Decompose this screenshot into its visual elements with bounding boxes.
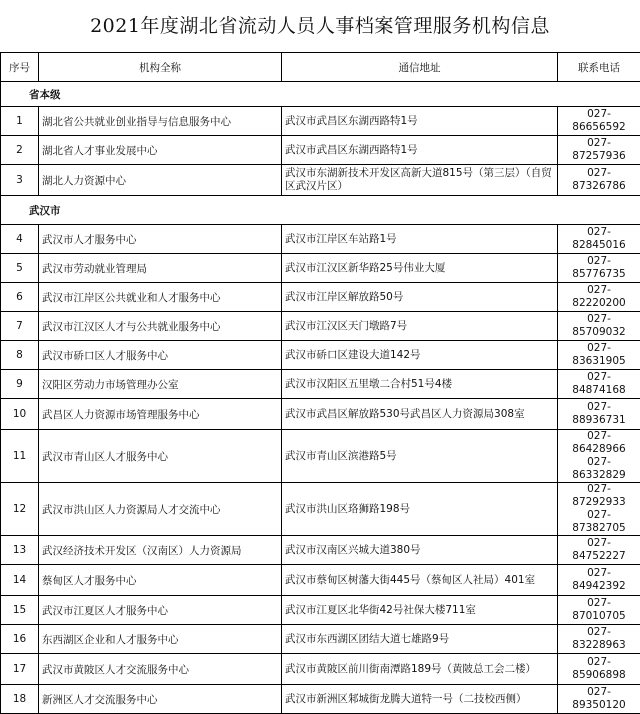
mailing-address: 武汉市汉阳区五里墩二合村51号4楼 bbox=[282, 370, 558, 399]
mailing-address: 武汉市汉南区兴城大道380号 bbox=[282, 536, 558, 565]
row-number: 1 bbox=[1, 107, 39, 136]
table-row bbox=[1, 430, 640, 483]
section-title: 武汉市 bbox=[1, 196, 640, 225]
contact-phone bbox=[558, 165, 640, 196]
institution-name: 武汉市洪山区人力资源局人才交流中心 bbox=[39, 483, 282, 536]
mailing-address: 武汉市新洲区邾城街龙腾大道特一号（二技校西侧） bbox=[282, 685, 558, 714]
table-row bbox=[1, 654, 640, 685]
mailing-address: 武汉市武昌区解放路530号武昌区人力资源局308室 bbox=[282, 399, 558, 430]
row-number: 8 bbox=[1, 341, 39, 370]
contact-phone bbox=[558, 430, 640, 483]
contact-phone bbox=[558, 625, 640, 654]
phone-number: 027-82220200 bbox=[561, 284, 637, 310]
table-row bbox=[1, 685, 640, 714]
row-number: 3 bbox=[1, 165, 39, 196]
phone-number: 027-87010705 bbox=[561, 597, 637, 623]
section-row bbox=[1, 82, 640, 107]
phone-number: 027-86656592 bbox=[561, 108, 637, 134]
contact-phone bbox=[558, 341, 640, 370]
institution-name: 武汉市人才服务中心 bbox=[39, 225, 282, 254]
row-number: 15 bbox=[1, 596, 39, 625]
table-row bbox=[1, 565, 640, 596]
phone-number: 027-87257936 bbox=[561, 137, 637, 163]
phone-number: 027-84752227 bbox=[561, 537, 637, 563]
table-row bbox=[1, 107, 640, 136]
row-number: 10 bbox=[1, 399, 39, 430]
row-number: 2 bbox=[1, 136, 39, 165]
row-number: 16 bbox=[1, 625, 39, 654]
phone-number: 027-83631905 bbox=[561, 342, 637, 368]
institution-name: 武汉市江岸区公共就业和人才服务中心 bbox=[39, 283, 282, 312]
phone-number: 027-87326786 bbox=[561, 167, 637, 193]
header-name: 机构全称 bbox=[39, 53, 282, 82]
row-number: 13 bbox=[1, 536, 39, 565]
table-row bbox=[1, 136, 640, 165]
table-row bbox=[1, 341, 640, 370]
phone-number: 027-84874168 bbox=[561, 371, 637, 397]
institution-name: 东西湖区企业和人才服务中心 bbox=[39, 625, 282, 654]
contact-phone bbox=[558, 399, 640, 430]
contact-phone bbox=[558, 685, 640, 714]
contact-phone bbox=[558, 312, 640, 341]
contact-phone bbox=[558, 107, 640, 136]
contact-phone bbox=[558, 283, 640, 312]
table-row bbox=[1, 596, 640, 625]
contact-phone bbox=[558, 654, 640, 685]
phone-number: 027-87382705 bbox=[561, 509, 637, 535]
mailing-address: 武汉市洪山区珞狮路198号 bbox=[282, 483, 558, 536]
row-number: 14 bbox=[1, 565, 39, 596]
institution-name: 武汉市硚口区人才服务中心 bbox=[39, 341, 282, 370]
mailing-address: 武汉市江岸区解放路50号 bbox=[282, 283, 558, 312]
institution-name: 新洲区人才交流服务中心 bbox=[39, 685, 282, 714]
phone-number: 027-87292933 bbox=[561, 483, 637, 509]
institution-name: 武汉市江汉区人才与公共就业服务中心 bbox=[39, 312, 282, 341]
header-no: 序号 bbox=[1, 53, 39, 82]
table-row bbox=[1, 165, 640, 196]
institution-name: 武汉市黄陂区人才交流服务中心 bbox=[39, 654, 282, 685]
row-number: 18 bbox=[1, 685, 39, 714]
institution-name: 蔡甸区人才服务中心 bbox=[39, 565, 282, 596]
row-number: 5 bbox=[1, 254, 39, 283]
institution-table bbox=[0, 52, 640, 714]
mailing-address: 武汉市蔡甸区树藩大街445号（蔡甸区人社局）401室 bbox=[282, 565, 558, 596]
institution-name: 武昌区人力资源市场管理服务中心 bbox=[39, 399, 282, 430]
table-row bbox=[1, 312, 640, 341]
phone-number: 027-85906898 bbox=[561, 656, 637, 682]
row-number: 11 bbox=[1, 430, 39, 483]
mailing-address: 武汉市江汉区天门墩路7号 bbox=[282, 312, 558, 341]
mailing-address: 武汉市江汉区新华路25号伟业大厦 bbox=[282, 254, 558, 283]
institution-name: 湖北人力资源中心 bbox=[39, 165, 282, 196]
mailing-address: 武汉市江岸区车站路1号 bbox=[282, 225, 558, 254]
phone-number: 027-84942392 bbox=[561, 567, 637, 593]
phone-number: 027-86332829 bbox=[561, 456, 637, 482]
table-row bbox=[1, 625, 640, 654]
phone-number: 027-85776735 bbox=[561, 255, 637, 281]
contact-phone bbox=[558, 136, 640, 165]
table-row bbox=[1, 536, 640, 565]
contact-phone bbox=[558, 254, 640, 283]
row-number: 7 bbox=[1, 312, 39, 341]
mailing-address: 武汉市江夏区北华街42号社保大楼711室 bbox=[282, 596, 558, 625]
mailing-address: 武汉市硚口区建设大道142号 bbox=[282, 341, 558, 370]
header-phone: 联系电话 bbox=[558, 53, 640, 82]
table-body bbox=[1, 82, 640, 714]
phone-number: 027-88936731 bbox=[561, 401, 637, 427]
phone-number: 027-86428966 bbox=[561, 430, 637, 456]
contact-phone bbox=[558, 370, 640, 399]
table-row bbox=[1, 399, 640, 430]
table-row bbox=[1, 370, 640, 399]
table-row bbox=[1, 283, 640, 312]
institution-name: 湖北省人才事业发展中心 bbox=[39, 136, 282, 165]
contact-phone bbox=[558, 596, 640, 625]
phone-number: 027-83228963 bbox=[561, 626, 637, 652]
table-row bbox=[1, 225, 640, 254]
phone-number: 027-89350120 bbox=[561, 686, 637, 712]
header-address: 通信地址 bbox=[282, 53, 558, 82]
phone-number: 027-85709032 bbox=[561, 313, 637, 339]
section-title: 省本级 bbox=[1, 82, 640, 107]
contact-phone bbox=[558, 536, 640, 565]
mailing-address: 武汉市武昌区东湖西路特1号 bbox=[282, 107, 558, 136]
mailing-address: 武汉市武昌区东湖西路特1号 bbox=[282, 136, 558, 165]
mailing-address: 武汉市青山区滨港路5号 bbox=[282, 430, 558, 483]
table-row bbox=[1, 254, 640, 283]
mailing-address: 武汉市东西湖区团结大道七雄路9号 bbox=[282, 625, 558, 654]
header-row bbox=[1, 53, 640, 82]
institution-name: 武汉市青山区人才服务中心 bbox=[39, 430, 282, 483]
row-number: 4 bbox=[1, 225, 39, 254]
contact-phone bbox=[558, 565, 640, 596]
institution-name: 汉阳区劳动力市场管理办公室 bbox=[39, 370, 282, 399]
row-number: 6 bbox=[1, 283, 39, 312]
contact-phone bbox=[558, 225, 640, 254]
institution-name: 湖北省公共就业创业指导与信息服务中心 bbox=[39, 107, 282, 136]
contact-phone bbox=[558, 483, 640, 536]
row-number: 9 bbox=[1, 370, 39, 399]
institution-name: 武汉经济技术开发区（汉南区）人力资源局 bbox=[39, 536, 282, 565]
institution-name: 武汉市劳动就业管理局 bbox=[39, 254, 282, 283]
mailing-address: 武汉市黄陂区前川街南潭路189号（黄陂总工会二楼） bbox=[282, 654, 558, 685]
row-number: 12 bbox=[1, 483, 39, 536]
institution-name: 武汉市江夏区人才服务中心 bbox=[39, 596, 282, 625]
document-title: 2021年度湖北省流动人员人事档案管理服务机构信息 bbox=[0, 0, 640, 52]
row-number: 17 bbox=[1, 654, 39, 685]
table-row bbox=[1, 483, 640, 536]
section-row bbox=[1, 196, 640, 225]
phone-number: 027-82845016 bbox=[561, 226, 637, 252]
mailing-address: 武汉市东湖新技术开发区高新大道815号（第三层）（自贸区武汉片区） bbox=[282, 165, 558, 196]
